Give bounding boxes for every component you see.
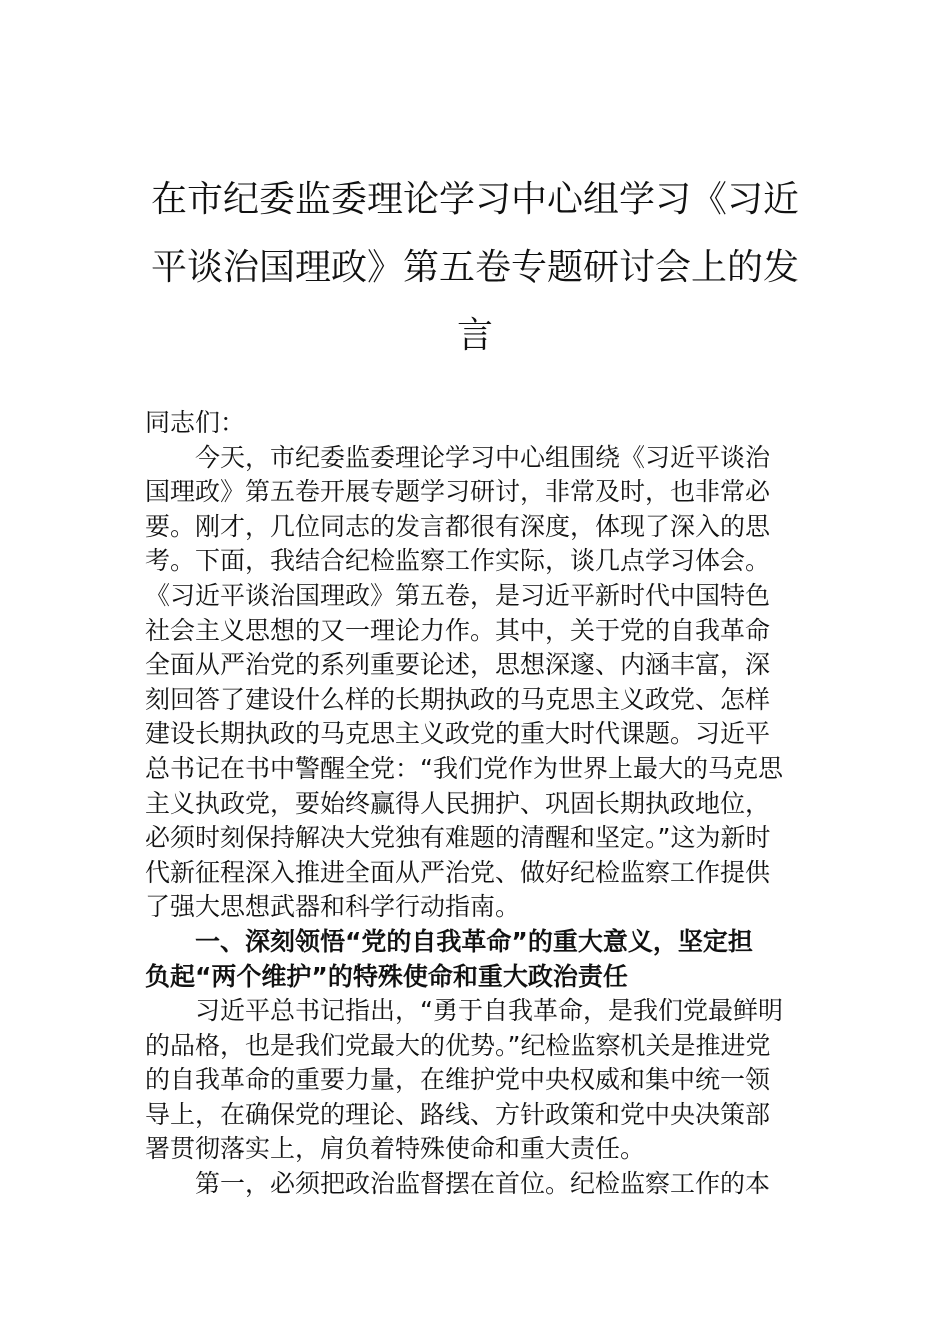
paragraph-line: 全面从严治党的系列重要论述，思想深邃、内涵丰富，深 xyxy=(145,650,771,680)
salutation: 同志们： xyxy=(145,408,246,437)
title-line: 言 xyxy=(456,315,493,356)
paragraph-line: 总书记在书中警醒全党：“我们党作为世界上最大的马克思 xyxy=(145,753,783,783)
paragraph-line: 代新征程深入推进全面从严治党、做好纪检监察工作提供 xyxy=(145,857,771,887)
paragraph-line: 主义执政党，要始终赢得人民拥护、巩固长期执政地位， xyxy=(145,788,771,818)
paragraph-line: 刻回答了建设什么样的长期执政的马克思主义政党、怎样 xyxy=(145,684,771,714)
document-title xyxy=(140,166,810,370)
paragraph-line: 第一，必须把政治监督摆在首位。纪检监察工作的本 xyxy=(195,1169,771,1199)
paragraph-line: 习近平总书记指出，“勇于自我革命，是我们党最鲜明 xyxy=(195,996,783,1026)
paragraph-line: 署贯彻落实上，肩负着特殊使命和重大责任。 xyxy=(145,1134,646,1164)
paragraph-line: 社会主义思想的又一理论力作。其中，关于党的自我革命 xyxy=(145,615,771,645)
section-heading: 一、深刻领悟“党的自我革命”的重大意义，坚定担 xyxy=(195,926,753,956)
paragraph-line: 《习近平谈治国理政》第五卷，是习近平新时代中国特色 xyxy=(145,580,771,610)
paragraph-line: 考。下面，我结合纪检监察工作实际，谈几点学习体会。 xyxy=(145,546,771,576)
document-body xyxy=(145,406,810,1202)
paragraph-line: 导上，在确保党的理论、路线、方针政策和党中央决策部 xyxy=(145,1099,771,1129)
paragraph-line: 的品格，也是我们党最大的优势。”纪检监察机关是推进党 xyxy=(145,1030,771,1060)
section-heading: 负起“两个维护”的特殊使命和重大政治责任 xyxy=(145,961,628,991)
paragraph-line: 国理政》第五卷开展专题学习研讨，非常及时，也非常必 xyxy=(145,477,771,507)
paragraph-line: 了强大思想武器和科学行动指南。 xyxy=(145,892,521,922)
title-line: 在市纪委监委理论学习中心组学习《习近 xyxy=(150,179,799,220)
paragraph-line: 必须时刻保持解决大党独有难题的清醒和坚定。”这为新时 xyxy=(145,823,771,853)
paragraph-line: 建设长期执政的马克思主义政党的重大时代课题。习近平 xyxy=(145,719,771,749)
title-line: 平谈治国理政》第五卷专题研讨会上的发 xyxy=(150,247,799,288)
paragraph-line: 今天，市纪委监委理论学习中心组围绕《习近平谈治 xyxy=(195,442,771,472)
paragraph-line: 的自我革命的重要力量，在维护党中央权威和集中统一领 xyxy=(145,1065,771,1095)
paragraph-line: 要。刚才，几位同志的发言都很有深度，体现了深入的思 xyxy=(145,511,771,541)
